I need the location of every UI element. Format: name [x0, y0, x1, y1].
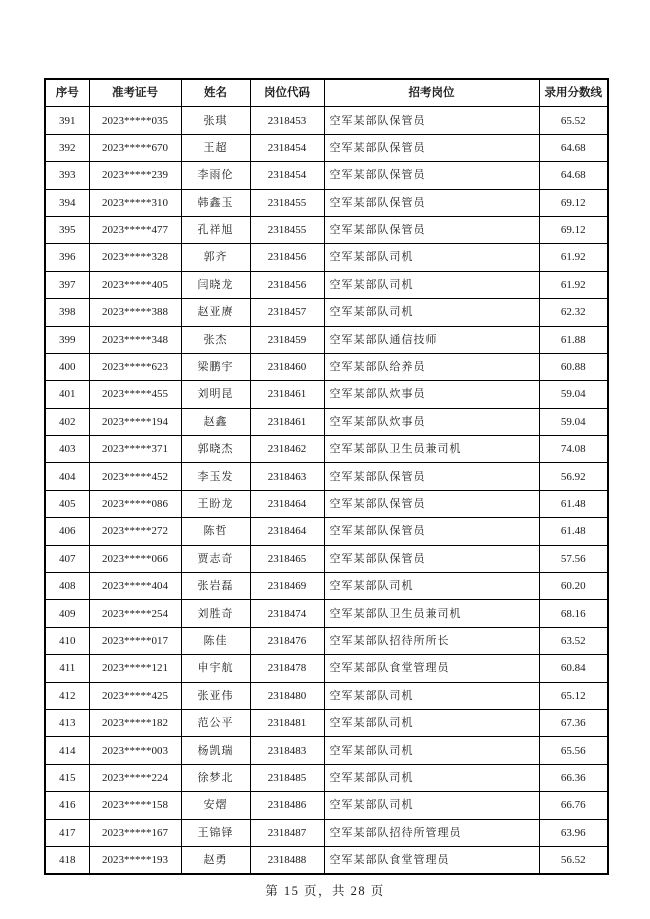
cell-score: 65.12	[539, 682, 608, 709]
cell-code: 2318487	[250, 819, 324, 846]
cell-position: 空军某部队司机	[324, 737, 539, 764]
cell-position: 空军某部队食堂管理员	[324, 655, 539, 682]
table-row	[45, 436, 608, 463]
cell-code: 2318464	[250, 490, 324, 517]
cell-ticket: 2023*****348	[89, 326, 181, 353]
cell-seq: 403	[45, 436, 89, 463]
cell-code: 2318454	[250, 134, 324, 161]
cell-position: 空军某部队卫生员兼司机	[324, 600, 539, 627]
cell-seq: 402	[45, 408, 89, 435]
cell-code: 2318476	[250, 627, 324, 654]
cell-ticket: 2023*****003	[89, 737, 181, 764]
cell-score: 69.12	[539, 189, 608, 216]
table-row	[45, 244, 608, 271]
cell-seq: 397	[45, 271, 89, 298]
header-ticket: 准考证号	[89, 79, 181, 107]
cell-position: 空军某部队司机	[324, 764, 539, 791]
cell-seq: 405	[45, 490, 89, 517]
cell-ticket: 2023*****452	[89, 463, 181, 490]
cell-position: 空军某部队保管员	[324, 162, 539, 189]
table-row	[45, 737, 608, 764]
cell-ticket: 2023*****167	[89, 819, 181, 846]
cell-name: 韩鑫玉	[181, 189, 250, 216]
cell-code: 2318474	[250, 600, 324, 627]
cell-name: 赵勇	[181, 846, 250, 874]
cell-code: 2318463	[250, 463, 324, 490]
cell-seq: 406	[45, 518, 89, 545]
cell-name: 刘明昆	[181, 381, 250, 408]
cell-score: 59.04	[539, 408, 608, 435]
table-row	[45, 792, 608, 819]
cell-name: 徐梦北	[181, 764, 250, 791]
cell-seq: 417	[45, 819, 89, 846]
table-row	[45, 463, 608, 490]
cell-name: 梁鹏宇	[181, 353, 250, 380]
table-row	[45, 271, 608, 298]
cell-code: 2318455	[250, 216, 324, 243]
cell-name: 张琪	[181, 107, 250, 134]
cell-score: 61.92	[539, 271, 608, 298]
table-row	[45, 764, 608, 791]
cell-code: 2318480	[250, 682, 324, 709]
table-row	[45, 709, 608, 736]
table-row	[45, 381, 608, 408]
cell-seq: 391	[45, 107, 89, 134]
cell-position: 空军某部队保管员	[324, 189, 539, 216]
cell-position: 空军某部队司机	[324, 709, 539, 736]
table-row	[45, 326, 608, 353]
cell-code: 2318462	[250, 436, 324, 463]
cell-seq: 416	[45, 792, 89, 819]
cell-seq: 412	[45, 682, 89, 709]
cell-score: 61.48	[539, 518, 608, 545]
cell-ticket: 2023*****670	[89, 134, 181, 161]
cell-position: 空军某部队通信技师	[324, 326, 539, 353]
cell-name: 申宇航	[181, 655, 250, 682]
cell-ticket: 2023*****272	[89, 518, 181, 545]
cell-ticket: 2023*****405	[89, 271, 181, 298]
cell-ticket: 2023*****035	[89, 107, 181, 134]
cell-name: 王锦铎	[181, 819, 250, 846]
cell-code: 2318457	[250, 299, 324, 326]
cell-ticket: 2023*****623	[89, 353, 181, 380]
cell-code: 2318456	[250, 244, 324, 271]
cell-seq: 400	[45, 353, 89, 380]
cell-score: 61.88	[539, 326, 608, 353]
cell-code: 2318469	[250, 573, 324, 600]
table-row	[45, 846, 608, 874]
cell-seq: 393	[45, 162, 89, 189]
cell-score: 74.08	[539, 436, 608, 463]
cell-position: 空军某部队司机	[324, 244, 539, 271]
cell-score: 60.20	[539, 573, 608, 600]
cell-position: 空军某部队保管员	[324, 545, 539, 572]
cell-position: 空军某部队司机	[324, 573, 539, 600]
cell-seq: 398	[45, 299, 89, 326]
cell-position: 空军某部队司机	[324, 682, 539, 709]
cell-position: 空军某部队保管员	[324, 490, 539, 517]
cell-score: 59.04	[539, 381, 608, 408]
cell-seq: 404	[45, 463, 89, 490]
cell-name: 郭齐	[181, 244, 250, 271]
cell-ticket: 2023*****193	[89, 846, 181, 874]
cell-code: 2318456	[250, 271, 324, 298]
cell-score: 65.56	[539, 737, 608, 764]
cell-name: 张亚伟	[181, 682, 250, 709]
cell-ticket: 2023*****404	[89, 573, 181, 600]
cell-position: 空军某部队司机	[324, 299, 539, 326]
cell-code: 2318464	[250, 518, 324, 545]
cell-seq: 410	[45, 627, 89, 654]
cell-code: 2318453	[250, 107, 324, 134]
cell-code: 2318461	[250, 381, 324, 408]
table-row	[45, 573, 608, 600]
cell-position: 空军某部队卫生员兼司机	[324, 436, 539, 463]
cell-ticket: 2023*****239	[89, 162, 181, 189]
cell-name: 郭晓杰	[181, 436, 250, 463]
cell-ticket: 2023*****477	[89, 216, 181, 243]
cell-ticket: 2023*****017	[89, 627, 181, 654]
cell-score: 69.12	[539, 216, 608, 243]
cell-ticket: 2023*****310	[89, 189, 181, 216]
cell-code: 2318478	[250, 655, 324, 682]
table-row	[45, 107, 608, 134]
cell-position: 空军某部队给养员	[324, 353, 539, 380]
cell-code: 2318455	[250, 189, 324, 216]
cell-score: 64.68	[539, 134, 608, 161]
cell-score: 66.36	[539, 764, 608, 791]
cell-position: 空军某部队司机	[324, 271, 539, 298]
cell-code: 2318459	[250, 326, 324, 353]
table-row	[45, 545, 608, 572]
cell-seq: 392	[45, 134, 89, 161]
cell-ticket: 2023*****388	[89, 299, 181, 326]
cell-seq: 408	[45, 573, 89, 600]
cell-position: 空军某部队司机	[324, 792, 539, 819]
cell-code: 2318488	[250, 846, 324, 874]
cell-name: 贾志奇	[181, 545, 250, 572]
header-score: 录用分数线	[539, 79, 608, 107]
cell-name: 李玉发	[181, 463, 250, 490]
cell-name: 杨凯瑞	[181, 737, 250, 764]
cell-ticket: 2023*****328	[89, 244, 181, 271]
cell-position: 空军某部队保管员	[324, 134, 539, 161]
cell-seq: 418	[45, 846, 89, 874]
table-row	[45, 299, 608, 326]
table-row	[45, 134, 608, 161]
cell-position: 空军某部队招待所所长	[324, 627, 539, 654]
cell-seq: 399	[45, 326, 89, 353]
cell-name: 张岩磊	[181, 573, 250, 600]
page-number-footer: 第 15 页，共 28 页	[265, 884, 385, 898]
cell-code: 2318461	[250, 408, 324, 435]
cell-ticket: 2023*****066	[89, 545, 181, 572]
cell-score: 62.32	[539, 299, 608, 326]
table-row	[45, 490, 608, 517]
cell-position: 空军某部队保管员	[324, 216, 539, 243]
cell-seq: 396	[45, 244, 89, 271]
cell-name: 孔祥旭	[181, 216, 250, 243]
table-row	[45, 655, 608, 682]
cell-score: 63.52	[539, 627, 608, 654]
cell-score: 61.92	[539, 244, 608, 271]
table-row	[45, 600, 608, 627]
cell-seq: 415	[45, 764, 89, 791]
cell-score: 68.16	[539, 600, 608, 627]
cell-position: 空军某部队炊事员	[324, 381, 539, 408]
cell-ticket: 2023*****158	[89, 792, 181, 819]
table-row	[45, 518, 608, 545]
cell-name: 赵亚赓	[181, 299, 250, 326]
cell-code: 2318454	[250, 162, 324, 189]
cell-position: 空军某部队炊事员	[324, 408, 539, 435]
cell-ticket: 2023*****121	[89, 655, 181, 682]
table-row	[45, 682, 608, 709]
table-row	[45, 408, 608, 435]
cell-position: 空军某部队保管员	[324, 463, 539, 490]
cell-ticket: 2023*****224	[89, 764, 181, 791]
cell-score: 66.76	[539, 792, 608, 819]
cell-name: 陈佳	[181, 627, 250, 654]
cell-name: 李雨伦	[181, 162, 250, 189]
cell-code: 2318486	[250, 792, 324, 819]
cell-position: 空军某部队保管员	[324, 107, 539, 134]
cell-code: 2318483	[250, 737, 324, 764]
cell-position: 空军某部队保管员	[324, 518, 539, 545]
cell-score: 63.96	[539, 819, 608, 846]
table-row	[45, 627, 608, 654]
cell-seq: 414	[45, 737, 89, 764]
header-position: 招考岗位	[324, 79, 539, 107]
cell-score: 60.88	[539, 353, 608, 380]
cell-ticket: 2023*****371	[89, 436, 181, 463]
cell-name: 安熠	[181, 792, 250, 819]
cell-ticket: 2023*****194	[89, 408, 181, 435]
cell-name: 陈哲	[181, 518, 250, 545]
cell-score: 60.84	[539, 655, 608, 682]
header-code: 岗位代码	[250, 79, 324, 107]
cell-ticket: 2023*****455	[89, 381, 181, 408]
cell-code: 2318481	[250, 709, 324, 736]
cell-code: 2318465	[250, 545, 324, 572]
cell-seq: 394	[45, 189, 89, 216]
cell-ticket: 2023*****254	[89, 600, 181, 627]
header-name: 姓名	[181, 79, 250, 107]
cell-ticket: 2023*****086	[89, 490, 181, 517]
cell-name: 闫晓龙	[181, 271, 250, 298]
cell-name: 王超	[181, 134, 250, 161]
cell-position: 空军某部队招待所管理员	[324, 819, 539, 846]
table-row	[45, 353, 608, 380]
recruitment-score-table	[44, 78, 609, 875]
cell-name: 赵鑫	[181, 408, 250, 435]
cell-score: 65.52	[539, 107, 608, 134]
cell-score: 67.36	[539, 709, 608, 736]
cell-seq: 395	[45, 216, 89, 243]
header-seq: 序号	[45, 79, 89, 107]
table-row	[45, 189, 608, 216]
cell-ticket: 2023*****425	[89, 682, 181, 709]
cell-score: 56.92	[539, 463, 608, 490]
cell-seq: 413	[45, 709, 89, 736]
table-row	[45, 819, 608, 846]
cell-seq: 407	[45, 545, 89, 572]
cell-score: 56.52	[539, 846, 608, 874]
cell-score: 64.68	[539, 162, 608, 189]
cell-name: 范公平	[181, 709, 250, 736]
cell-seq: 409	[45, 600, 89, 627]
table-header-row	[45, 79, 608, 107]
cell-name: 王盼龙	[181, 490, 250, 517]
table-row	[45, 216, 608, 243]
cell-seq: 411	[45, 655, 89, 682]
cell-code: 2318485	[250, 764, 324, 791]
cell-score: 57.56	[539, 545, 608, 572]
cell-ticket: 2023*****182	[89, 709, 181, 736]
table-row	[45, 162, 608, 189]
cell-code: 2318460	[250, 353, 324, 380]
cell-seq: 401	[45, 381, 89, 408]
cell-score: 61.48	[539, 490, 608, 517]
cell-position: 空军某部队食堂管理员	[324, 846, 539, 874]
cell-name: 张杰	[181, 326, 250, 353]
cell-name: 刘胜奇	[181, 600, 250, 627]
